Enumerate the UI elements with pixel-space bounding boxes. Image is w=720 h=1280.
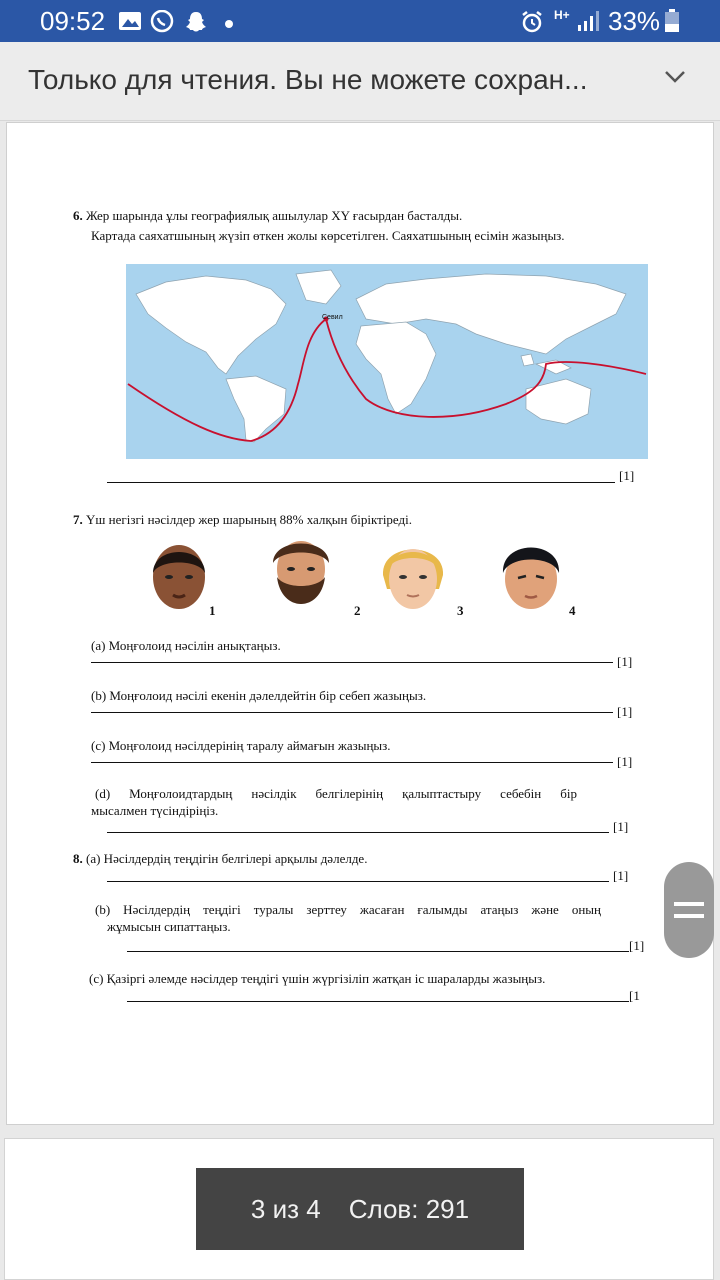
map-seville-label: Севил xyxy=(322,314,343,321)
q8b-answer-line[interactable] xyxy=(127,934,629,952)
signal-icon xyxy=(576,10,600,32)
chevron-down-icon[interactable] xyxy=(664,70,686,89)
face-3-number: 3 xyxy=(457,603,464,618)
battery-icon xyxy=(664,9,680,31)
q7-text: Үш негізгі нәсілдер жер шарының 88% халқын біріктіреді. xyxy=(86,512,413,527)
document-header xyxy=(0,42,720,121)
q8c-text: (c) Қазіргі әлемде нәсілдер теңдігі үшін жүргізіліп жатқан іс шараларды жазыңыз. xyxy=(89,971,546,986)
q8c-mark: [1 xyxy=(629,988,640,1003)
face-2-image xyxy=(261,533,341,617)
q7d-mark: [1] xyxy=(613,819,629,834)
q7-line xyxy=(73,511,412,528)
q6-number: 6. xyxy=(73,208,83,223)
face-4-image xyxy=(491,533,571,617)
q7c-mark: [1] xyxy=(617,754,633,769)
battery-percent: 33% xyxy=(608,6,661,36)
q7a-text: (a) Моңғолоид нәсілін анықтаңыз. xyxy=(91,638,281,653)
q7-number: 7. xyxy=(73,512,83,527)
q7b-mark: [1] xyxy=(617,704,633,719)
q7c-text: (c) Моңғолоид нәсілдерінің таралу аймағын жазыңыз. xyxy=(91,738,391,753)
q7b-answer-line[interactable] xyxy=(91,695,613,713)
document-page xyxy=(6,122,714,1125)
q8a-answer-line[interactable] xyxy=(107,864,609,882)
world-map xyxy=(126,264,648,459)
status-bar xyxy=(0,0,720,42)
q8-number: 8. xyxy=(73,851,83,866)
word-count: Слов: 291 xyxy=(348,1193,470,1224)
q8b-text-2: жұмысын сипаттаңыз. xyxy=(107,919,231,934)
notification-dot-icon xyxy=(224,16,234,38)
q8a-mark: [1] xyxy=(613,868,629,883)
q7d-text-1: (d) Моңғолоидтардың нәсілдік белгілерінің қалыптастыру себебін бір xyxy=(95,786,577,801)
network-type: H+ xyxy=(554,8,570,22)
face-3-image xyxy=(373,533,453,617)
q6-line1 xyxy=(73,207,462,224)
q7c-answer-line[interactable] xyxy=(91,745,613,763)
status-time: 09:52 xyxy=(40,6,106,36)
page-indicator: 3 из 4 xyxy=(250,1193,321,1224)
face-1-image xyxy=(139,533,219,617)
read-only-title: Только для чтения. Вы не можете сохран... xyxy=(28,64,588,95)
q7d-answer-line[interactable] xyxy=(107,815,609,833)
face-2-number: 2 xyxy=(354,603,361,618)
face-4-number: 4 xyxy=(569,603,576,618)
q6-answer-line[interactable] xyxy=(107,465,615,483)
snapchat-icon xyxy=(184,10,208,32)
q8a-text: (a) Нәсілдердің теңдігін белгілері арқылы дәлелде. xyxy=(86,851,368,866)
q6-text-1: Жер шарында ұлы географиялық ашылулар XY ғасырдан басталды. xyxy=(86,208,463,223)
page-info-badge xyxy=(196,1168,524,1250)
gallery-icon xyxy=(118,10,142,32)
q7d-text-2: мысалмен түсіндіріңіз. xyxy=(91,803,219,818)
q7b-text: (b) Моңғолоид нәсілі екенін дәлелдейтін бір себеп жазыңыз. xyxy=(91,688,427,703)
q7a-answer-line[interactable] xyxy=(91,645,613,663)
q8b-mark: [1] xyxy=(629,938,645,953)
fast-scroll-handle[interactable] xyxy=(664,862,714,958)
face-1-number: 1 xyxy=(209,603,216,618)
q6-text-2: Картада саяхатшының жүзіп өткен жолы көрсетілген. Саяхатшының есімін жазыңыз. xyxy=(91,228,565,243)
q7a-mark: [1] xyxy=(617,654,633,669)
q8b-text-1: (b) Нәсілдердің теңдігі туралы зерттеу жасаған ғалымды атаңыз және оның xyxy=(95,902,601,917)
q8c-answer-line[interactable] xyxy=(127,984,629,1002)
alarm-icon xyxy=(520,10,544,32)
whatsapp-icon xyxy=(150,10,174,32)
q6-mark: [1] xyxy=(619,468,635,483)
